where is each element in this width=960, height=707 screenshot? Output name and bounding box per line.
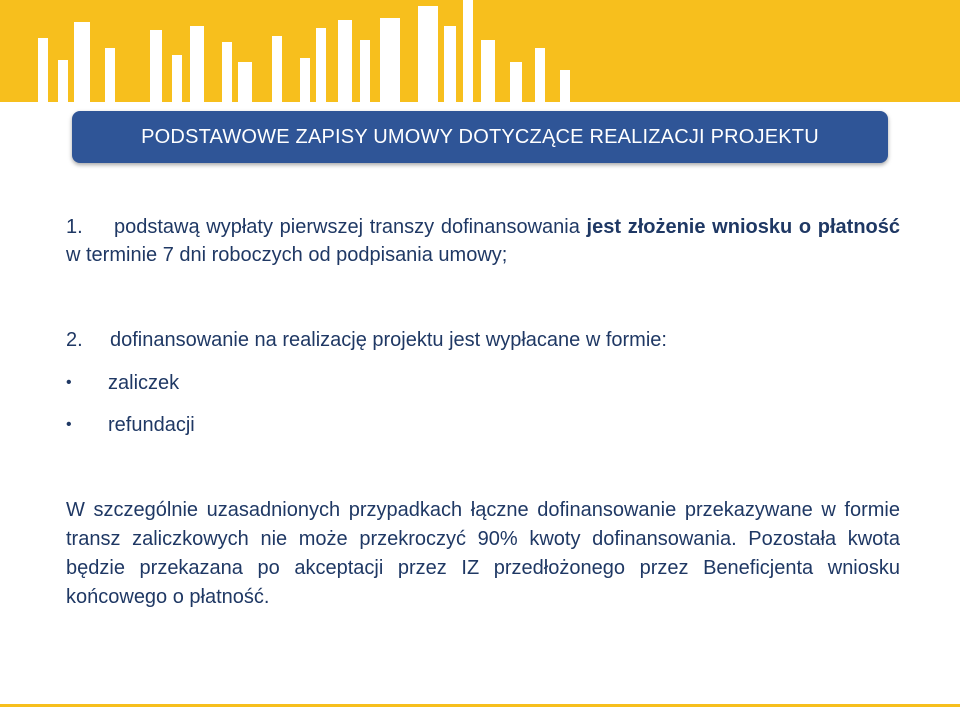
item-2 bbox=[66, 326, 900, 354]
bullet-list bbox=[66, 369, 195, 453]
bullet-text: refundacji bbox=[108, 414, 195, 436]
slide-title: PODSTAWOWE ZAPISY UMOWY DOTYCZĄCE REALIZACJI PROJEKTU bbox=[72, 111, 888, 163]
bullet-icon: • bbox=[66, 416, 72, 433]
item-2-text: dofinansowanie na realizację projektu jest wypłacane w formie: bbox=[110, 329, 667, 351]
bullet-text: zaliczek bbox=[108, 372, 180, 394]
list-item bbox=[66, 411, 195, 453]
note-paragraph: W szczególnie uzasadnionych przypadkach łączne dofinansowanie przekazywane w formie transz zaliczkowych nie może przekroczyć 90% kwoty dofinansowania. Pozostała kwota będzie przekazana po akceptacji przez IZ przedłożonego przez Beneficjenta wniosku końcowego o płatność. bbox=[66, 499, 900, 608]
item-1-text-b: w terminie 7 dni roboczych od podpisania umowy; bbox=[66, 244, 508, 266]
item-1 bbox=[66, 213, 900, 269]
item-1-number: 1. bbox=[66, 216, 83, 238]
bullet-icon: • bbox=[66, 374, 72, 391]
item-1-text-a: podstawą wypłaty pierwszej transzy dofinansowania bbox=[114, 216, 587, 238]
item-2-number: 2. bbox=[66, 329, 83, 351]
item-1-bold: jest złożenie wniosku o płatność bbox=[586, 216, 900, 238]
header-banner bbox=[0, 0, 960, 102]
list-item bbox=[66, 369, 195, 411]
